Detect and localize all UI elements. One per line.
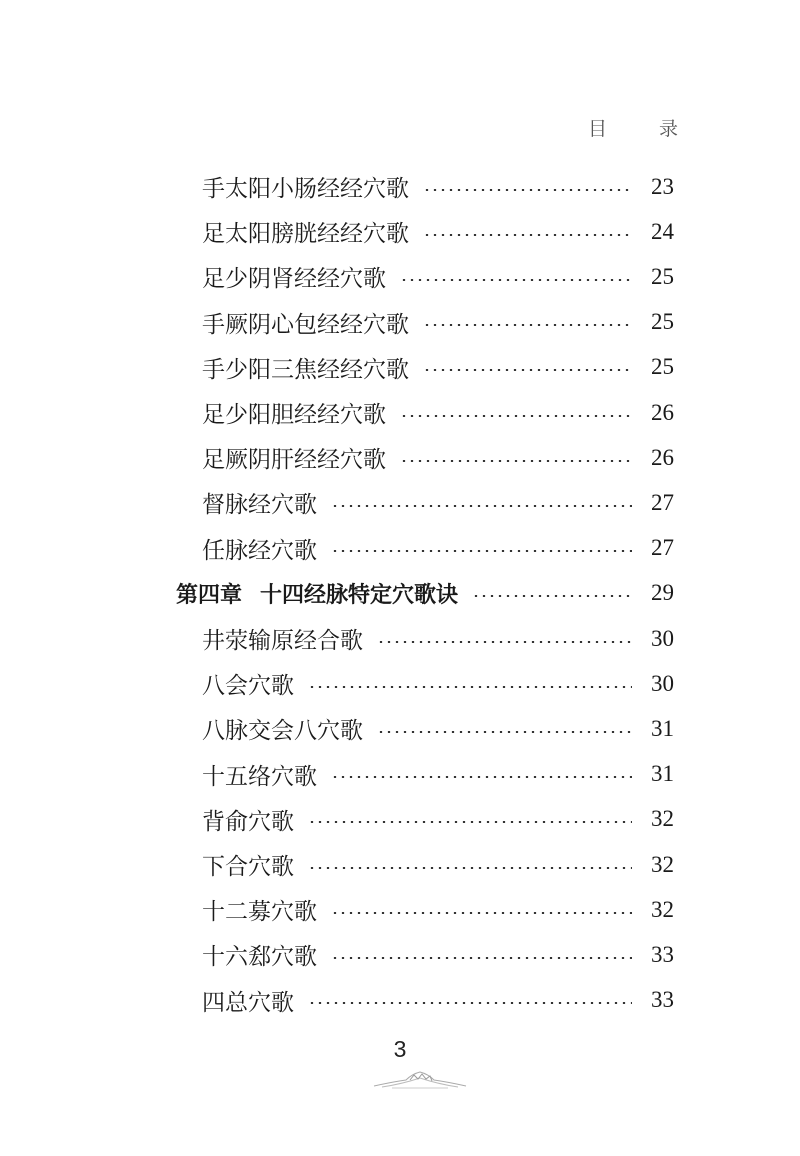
toc-page-number: 27 [651,535,674,561]
toc-chapter-title [176,578,458,609]
toc-entry-row [202,932,674,977]
running-head-right: 录 [658,117,678,140]
toc-entry-row [202,706,674,751]
toc-entry-row [202,480,674,525]
toc-entry-title: 八脉交会八穴歌 [202,718,363,745]
toc-page-number: 32 [651,896,674,922]
toc-entry-title: 任脉经穴歌 [202,537,317,564]
toc-chapter-label: 第四章 [176,582,243,608]
toc-entry-title: 手厥阴心包经经穴歌 [202,311,409,338]
toc-dot-leader [400,279,632,281]
toc-entry-title: 背俞穴歌 [202,808,294,835]
toc-entry-title: 手太阳小肠经经穴歌 [202,176,409,202]
toc-entry-row [202,300,674,345]
toc-entry-row [202,526,674,571]
toc-page-number: 32 [651,806,674,832]
toc-page-number: 31 [651,761,674,787]
page-number: 3 [393,1036,407,1062]
toc-dot-leader [472,595,632,597]
toc-entry-title: 下合穴歌 [202,854,294,880]
toc-dot-leader [308,1002,632,1004]
toc-entry-row [202,254,674,299]
toc-dot-leader [423,189,632,191]
toc-entry-title: 足少阴肾经经穴歌 [202,266,386,293]
toc-entry-title: 手少阳三焦经经穴歌 [202,356,409,383]
toc-page-number: 23 [651,173,674,199]
toc-entry-row [202,435,674,480]
toc-entry-row [202,164,674,209]
toc-dot-leader [308,821,632,823]
toc-dot-leader [331,776,632,778]
toc-page-number: 33 [651,941,674,967]
running-head [588,112,678,142]
footer-ornament [372,1068,468,1090]
toc-entry-title: 足厥阴肝经经穴歌 [202,447,386,474]
toc-entry-row [202,797,674,842]
toc-entry-title: 足少阳胆经经穴歌 [202,402,386,428]
toc-page-number: 24 [651,218,674,244]
toc-entry-row [202,390,674,435]
toc-page-number: 25 [651,309,674,335]
toc-page-number: 27 [651,489,674,515]
toc-page-number: 31 [651,715,674,741]
toc-page-number: 32 [651,851,674,877]
toc-page-number: 26 [651,399,674,425]
toc-entry-title: 足太阳膀胱经经穴歌 [202,221,409,248]
toc-dot-leader [377,731,632,733]
toc-dot-leader [308,867,632,869]
toc-dot-leader [331,550,632,552]
toc-entry-row [202,978,674,1023]
toc-dot-leader [331,912,632,914]
toc-entry-title: 八会穴歌 [202,673,294,700]
toc-dot-leader [377,641,632,643]
toc-dot-leader [331,505,632,507]
toc-entry-row [202,887,674,932]
running-head-left: 目 [588,117,608,140]
toc-dot-leader [423,369,632,371]
toc-chapter-row [176,571,674,616]
toc-entry-title: 十五络穴歌 [202,763,317,790]
toc-entry-title: 四总穴歌 [202,989,294,1016]
toc-entry-row [202,661,674,706]
toc-entry-title: 十六郄穴歌 [202,944,317,971]
toc-entry-title: 井荥输原经合歌 [202,628,363,654]
toc-dot-leader [308,686,632,688]
toc-dot-leader [423,234,632,236]
toc-dot-leader [331,957,632,959]
toc-page-number: 25 [651,354,674,380]
toc-page-number: 26 [651,444,674,470]
toc-dot-leader [400,415,632,417]
toc-page-number: 33 [651,987,674,1013]
toc-page-number: 30 [651,625,674,651]
toc-entry-title: 督脉经穴歌 [202,492,317,519]
toc-entry-row [202,752,674,797]
toc-entry-row [202,345,674,390]
toc-dot-leader [423,324,632,326]
toc-page-number: 29 [651,580,674,606]
toc-dot-leader [400,460,632,462]
toc-page-number: 30 [651,670,674,696]
toc-entry-title: 十二募穴歌 [202,899,317,926]
toc-entry-row [202,842,674,887]
toc-entry-row [202,616,674,661]
toc-chapter-name: 十四经脉特定穴歌诀 [260,582,459,608]
toc-entry-row [202,209,674,254]
toc-page-number: 25 [651,263,674,289]
